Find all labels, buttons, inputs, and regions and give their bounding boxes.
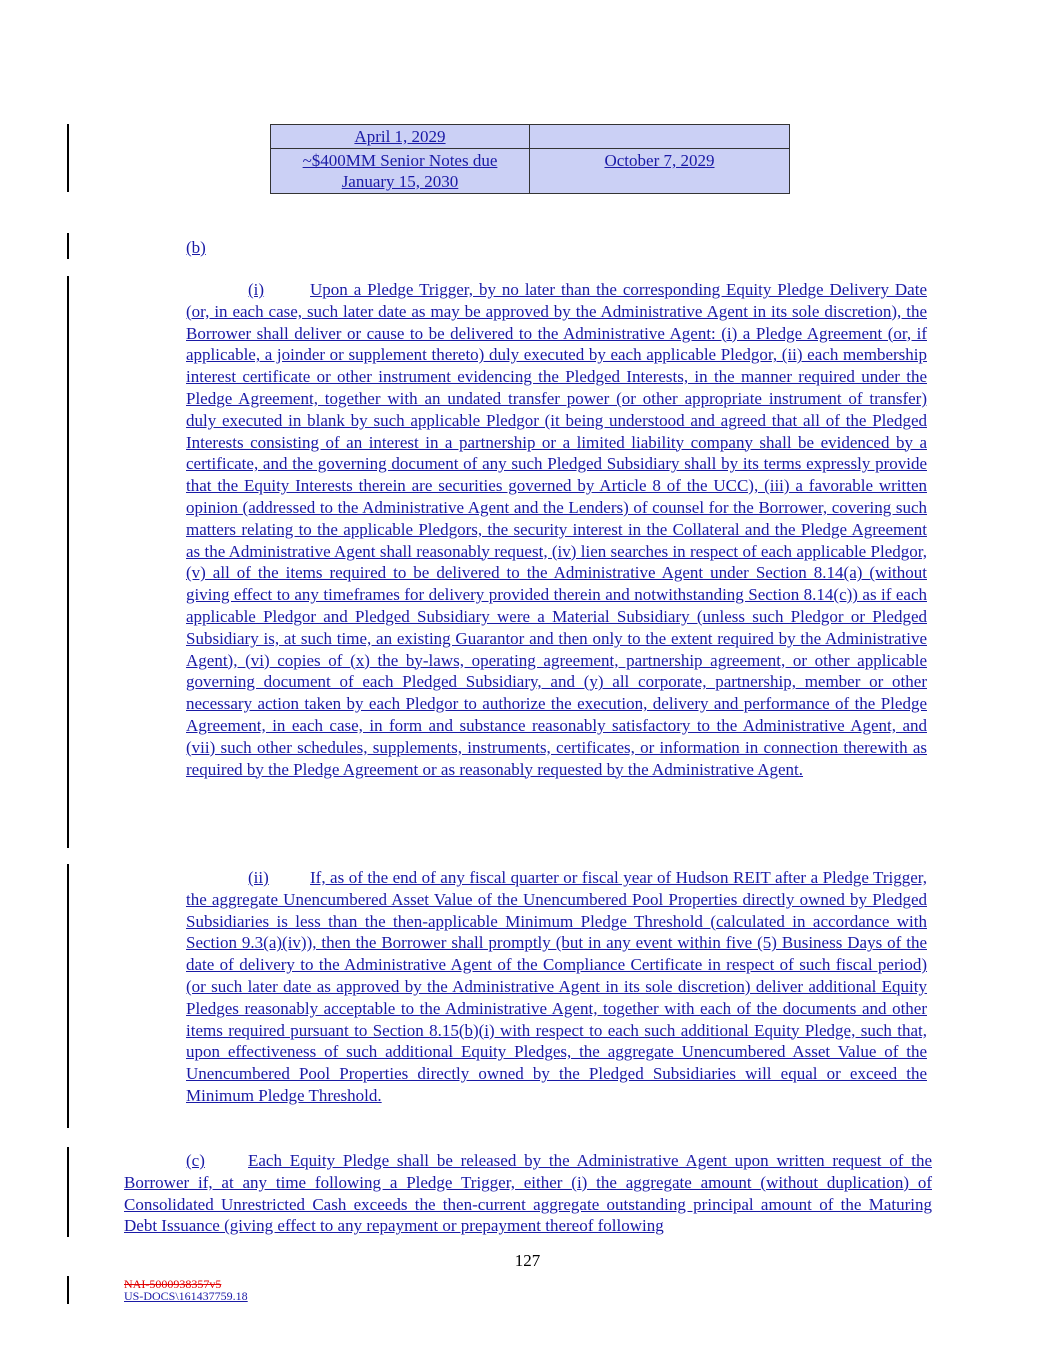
clause-text: Upon a Pledge Trigger, by no later than the corresponding Equity Pledge Delivery Date (or, in each case, such later date as may be approved by the Administrative Agent in its sole discretion), the Borrower shall deliver or cause to be delivered to the Administrative Agent: (i) a Pledge Agreement (or, if applicable, a joinder or supplement thereto) duly executed by each applicable Pledgor, (ii) each membership interest certificate or other instrument evidencing the Pledged Interests, in the manner required under the Pledge Agreement, together with an undated transfer power (or other appropriate instrument of transfer) duly executed in blank by such applicable Pledgor (it being understood and agreed that all of the Pledged Interests consisting of an interest in a partnership or a limited liability company shall be evidenced by a certificate, and the governing document of any such Pledged Subsidiary shall by its terms expressly provide that the Equity Interests therein are securities governed by Article 8 of the UCC), (iii) a favorable written opinion (addressed to the Administrative Agent and the Lenders) of counsel for the Borrower, covering such matters relating to the applicable Pledgors, the security interest in the Collateral and the Pledge Agreement as the Administrative Agent shall reasonably request, (iv) lien searches in respect of each applicable Pledgor, (v) all of the items required to be delivered to the Administrative Agent under Section 8.14(a) (without giving effect to any timeframes for delivery provided therein and notwithstanding Section 8.14(c)) as if each applicable Pledgor and Pledged Subsidiary were a Material Subsidiary (unless such Pledgor or Pledged Subsidiary is, at such time, an existing Guarantor and then only to the extent required by the Administrative Agent), (vi) copies of (x) the by-laws, operating agreement, partnership agreement, or other applicable governing document of each Pledged Subsidiary, and (y) all corporate, partnership, member or other necessary action taken by each Pledgor to authorize the execution, delivery and performance of the Pledge Agreement, in each case, in form and substance reasonably satisfactory to the Administrative Agent, and (vii) such other schedules, supplements, instruments, certificates, or information in connection therewith as required by the Pledge Agreement or as reasonably requested by the Administrative Agent. (186, 280, 927, 779)
change-bar (67, 864, 69, 1128)
page-number: 127 (514, 1251, 541, 1270)
table-row (271, 125, 790, 149)
change-bar (67, 233, 69, 259)
clause-text: Each Equity Pledge shall be released by the Administrative Agent upon written request of the Borrower if, at any time following a Pledge Trigger, either (i) the aggregate amount (without duplication) of Consolidated Unrestricted Cash exceeds the then-current aggregate outstanding principal amount of the Maturing Debt Issuance (giving effect to any repayment or prepayment thereof following (124, 1151, 932, 1236)
document-id: US-DOCS\161437759.18 (124, 1289, 248, 1303)
change-bar (67, 124, 69, 192)
change-bar (67, 276, 69, 848)
maturity-schedule-table (270, 124, 790, 194)
section-b-i-paragraph (186, 279, 927, 780)
clause-number: (ii) (248, 868, 269, 887)
clause-text: If, as of the end of any fiscal quarter or fiscal year of Hudson REIT after a Pledge Trigger, the aggregate Unencumbered Asset Value of the Unencumbered Pool Properties directly owned by Pledged Subsidiaries is less than the then-applicable Minimum Pledge Threshold (calculated in accordance with Section 9.3(a)(iv)), then the Borrower shall promptly (but in any event within five (5) Business Days of the date of delivery to the Administrative Agent of the Compliance Certificate in respect of such fiscal period) (or such later date as approved by the Administrative Agent in its sole discretion) deliver additional Equity Pledges reasonably acceptable to the Administrative Agent, together with each of the documents and other items required pursuant to Section 8.15(b)(i) with respect to each such additional Equity Pledge, such that, upon effectiveness of such additional Equity Pledges, the aggregate Unencumbered Asset Value of the Unencumbered Pool Properties directly owned by the Pledged Subsidiaries will equal or exceed the Minimum Pledge Threshold. (186, 868, 927, 1105)
clause-number: (c) (186, 1151, 205, 1170)
change-bar (67, 1147, 69, 1237)
section-b-ii-paragraph (186, 867, 927, 1107)
table-cell: April 1, 2029 (271, 125, 530, 149)
clause-number: (i) (248, 280, 265, 299)
change-bar (67, 1276, 69, 1304)
table-cell (530, 125, 790, 149)
section-c-paragraph (124, 1150, 932, 1237)
table-cell: October 7, 2029 (530, 149, 790, 194)
deleted-document-id: NAI-5000938357v5 (124, 1277, 222, 1291)
table-row (271, 149, 790, 194)
section-b-label: (b) (186, 238, 206, 257)
table-cell: ~$400MM Senior Notes due January 15, 2030 (271, 149, 530, 194)
